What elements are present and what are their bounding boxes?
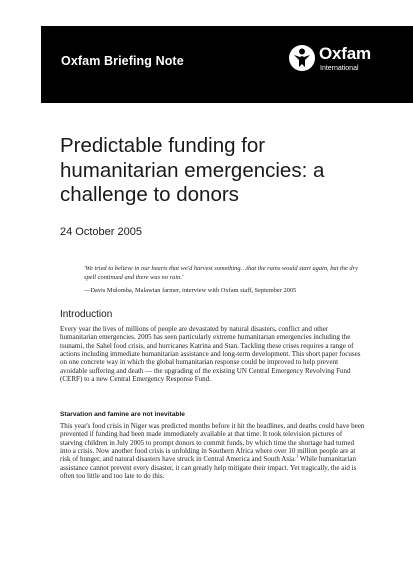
epigraph-quote: 'We tried to believe in our hearts that we'd harvest something…that the rains would start again, but the dry spell continued and there was no rain.' [84,265,358,281]
document-date: 24 October 2005 [60,226,142,238]
starvation-heading: Starvation and famine are not inevitable [60,411,185,418]
oxfam-figure-icon [287,43,317,73]
starvation-paragraph-continuation: While humanitarian assistance cannot prevent every disaster, it can greatly help mitigate their impact. Yet tragically, the aid is often too little and too late to do this. [60,455,357,481]
introduction-heading: Introduction [60,309,113,320]
footnote-marker[interactable]: 1 [295,454,299,460]
oxfam-logo-subtitle: International [320,65,359,72]
quote-attribution: —Davis Mulomba, Malawian farmer, interview with Oxfam staff, September 2005 [84,287,297,294]
oxfam-logo [287,43,397,83]
starvation-paragraph [60,422,365,480]
introduction-paragraph: Every year the lives of millions of people are devastated by natural disasters, conflict and other humanitarian emergencies. 2005 has seen particularly extreme humanitarian emergencies including the tsunami, the Sahel food crisis, and hurricanes Katrina and Stan. Tackling these crises requires a range of actions including immediate humanitarian assistance and long-term development. This short paper focuses on one concrete way in which the global humanitarian response could be improved to help prevent avoidable suffering and death — the upgrading of the existing UN Central Emergency Revolving Fund (CERF) to a new Central Emergency Response Fund. [60,325,361,384]
document-title: Predictable funding for humanitarian emergencies: a challenge to donors [60,134,325,206]
starvation-paragraph-text: This year's food crisis in Niger was predicted months before it hit the headlines, and deaths could have been prevented if funding had been made immediately available at that time. It took television pictures of starving children in July 2005 to prompt donors to commit funds, by which time the shortage had turned into a crisis. Now another food crisis is unfolding in Southern Africa where over 10 million people are at risk of hunger, and natural disasters have struck in Central America and South Asia. [60,422,365,464]
briefing-header-banner [41,26,413,103]
oxfam-logo-name: Oxfam [319,44,371,63]
briefing-note-label: Oxfam Briefing Note [61,54,184,68]
